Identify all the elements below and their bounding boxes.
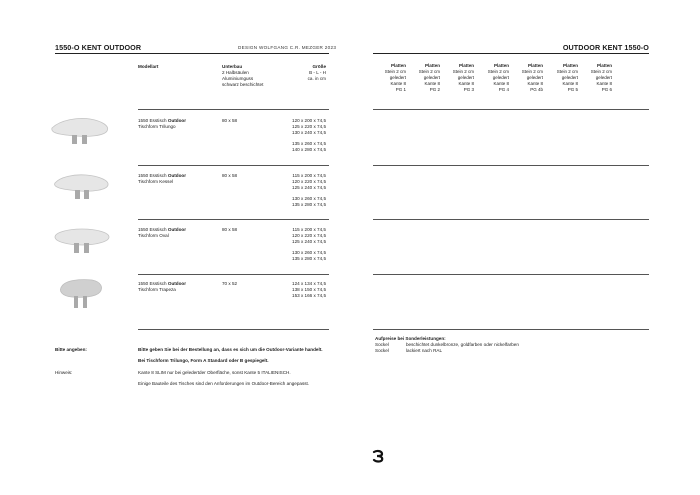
base-size: 80 x 58 bbox=[222, 118, 238, 123]
left-row-divider bbox=[138, 165, 329, 166]
size-value: 130 x 240 x 74,5 bbox=[292, 130, 326, 136]
price-col-line: PG 3 bbox=[463, 86, 474, 92]
left-row-divider bbox=[138, 109, 329, 110]
bitte-label: Bitte angeben: bbox=[55, 347, 87, 352]
price-col-line: Kante 8 bbox=[493, 80, 509, 86]
unterbau-line: Aluminiumguss bbox=[222, 76, 254, 82]
price-col-title: Platten bbox=[527, 63, 543, 68]
product-name bbox=[138, 281, 186, 293]
right-header-rule bbox=[373, 53, 649, 54]
size-value: 135 x 280 x 74,5 bbox=[292, 202, 326, 208]
price-col-line: PG 4 bbox=[498, 86, 509, 92]
bitte-text-1: Bitte geben Sie bei der Bestellung an, dass es sich um die Outdoor-Variante handelt. bbox=[138, 347, 323, 352]
product-name bbox=[138, 118, 186, 130]
right-row-divider bbox=[373, 165, 649, 166]
unterbau-line: 2 Halbsäulen bbox=[222, 70, 249, 76]
price-col-title: Platten bbox=[390, 63, 406, 68]
size-value: 138 x 150 x 74,5 bbox=[292, 287, 326, 293]
left-row-divider bbox=[138, 329, 329, 330]
size-list bbox=[270, 281, 326, 299]
product-form: Tischform Kessel bbox=[138, 179, 174, 185]
price-col-line: Kante 8 bbox=[562, 80, 578, 86]
price-col-line: geledert bbox=[389, 74, 406, 80]
right-row-divider bbox=[373, 274, 649, 275]
size-value: 125 x 240 x 74,5 bbox=[292, 185, 326, 191]
price-col-title: Platten bbox=[493, 63, 509, 68]
modelart-heading: Modellart bbox=[138, 64, 159, 69]
price-col-line: Stein 2 cm bbox=[487, 68, 509, 74]
bitte-text-2: Bei Tischform Trilungo, Form A Standard oder B gespiegelt. bbox=[138, 358, 269, 363]
price-col-line: Kante 8 bbox=[527, 80, 543, 86]
price-col-line: geledert bbox=[595, 74, 612, 80]
size-list bbox=[270, 227, 326, 262]
price-col-title: Platten bbox=[424, 63, 440, 68]
price-col-title: Platten bbox=[596, 63, 612, 68]
right-page-title: OUTDOOR KENT 1550-O bbox=[562, 43, 649, 52]
size-value: 153 x 166 x 74,5 bbox=[292, 293, 326, 299]
price-col-line: Stein 2 cm bbox=[556, 68, 578, 74]
price-col-line: geledert bbox=[492, 74, 509, 80]
size-value: 135 x 280 x 74,5 bbox=[292, 256, 326, 262]
trapeza-table-icon bbox=[56, 276, 106, 312]
price-column-pg3 bbox=[440, 63, 474, 93]
price-col-line: PG 5 bbox=[567, 86, 578, 92]
product-name-outdoor: Outdoor bbox=[167, 118, 187, 123]
groesse-heading bbox=[285, 64, 326, 82]
product-name-outdoor: Outdoor bbox=[167, 281, 187, 286]
price-col-line: Kante 8 bbox=[390, 80, 406, 86]
price-column-pg5 bbox=[544, 63, 578, 93]
price-col-line: Stein 2 cm bbox=[521, 68, 543, 74]
size-value: 120 x 220 x 74,5 bbox=[292, 233, 326, 239]
price-col-line: PG 2 bbox=[429, 86, 440, 92]
size-value: 130 x 260 x 74,5 bbox=[292, 250, 326, 256]
aufpreise-title: Aufpreise bei Sonderleistungen: bbox=[375, 336, 446, 341]
trilungo-table-icon bbox=[48, 112, 112, 146]
price-col-line: PG 1 bbox=[395, 86, 406, 92]
hinweis-text-2: Einige Bauteile des Tisches sind den Anforderungen im Outdoor-Bereich angepasst. bbox=[138, 381, 310, 386]
groesse-line: B - L - H bbox=[309, 70, 326, 76]
left-row-divider bbox=[138, 274, 329, 275]
size-value: 120 x 200 x 74,5 bbox=[292, 118, 326, 123]
price-column-pg6 bbox=[578, 63, 612, 93]
hinweis-label: Hinweis: bbox=[55, 370, 73, 375]
price-col-line: Kante 8 bbox=[458, 80, 474, 86]
base-size: 70 x 52 bbox=[222, 281, 238, 286]
base-size: 80 x 58 bbox=[222, 227, 238, 232]
size-value: 115 x 200 x 74,5 bbox=[292, 173, 326, 178]
product-name-prefix: 1550 Esstisch bbox=[138, 281, 168, 286]
aufpreise-row-text: lackiert nach RAL bbox=[406, 348, 443, 353]
aufpreise-row-label: Sockel bbox=[375, 342, 389, 347]
size-value: 125 x 240 x 74,5 bbox=[292, 239, 326, 245]
size-value: 140 x 280 x 74,5 bbox=[292, 147, 326, 153]
oval-table-icon bbox=[52, 222, 112, 256]
size-value: 115 x 200 x 74,5 bbox=[292, 227, 326, 232]
unterbau-heading bbox=[222, 64, 263, 88]
price-col-line: Kante 8 bbox=[424, 80, 440, 86]
product-name bbox=[138, 227, 186, 239]
size-list bbox=[270, 118, 326, 153]
designer-credit: DESIGN WOLFGANG C.R. MEZGER 2023 bbox=[238, 45, 337, 50]
price-column-pg2 bbox=[406, 63, 440, 93]
size-list bbox=[270, 173, 326, 208]
hinweis-text-1: Kante 8 SLIM nur bei geledertder Oberfläche, sonst Kante 5 ITALIENISCH. bbox=[138, 370, 291, 375]
price-col-line: geledert bbox=[423, 74, 440, 80]
size-value: 125 x 220 x 74,5 bbox=[292, 124, 326, 130]
size-value: 130 x 260 x 74,5 bbox=[292, 196, 326, 202]
price-col-line: geledert bbox=[526, 74, 543, 80]
product-form: Tischform Trapeza bbox=[138, 287, 176, 293]
product-name bbox=[138, 173, 186, 185]
price-column-pg4b bbox=[509, 63, 543, 93]
left-page-title: 1550-O KENT OUTDOOR bbox=[55, 43, 142, 52]
size-value: 124 x 134 x 74,5 bbox=[292, 281, 326, 286]
aufpreise-row-label: Sockel bbox=[375, 348, 389, 353]
brand-logo-icon bbox=[371, 449, 385, 463]
price-column-pg4 bbox=[475, 63, 509, 93]
price-col-line: geledert bbox=[457, 74, 474, 80]
product-form: Tischform Trilungo bbox=[138, 124, 176, 130]
price-col-line: PG 6 bbox=[601, 86, 612, 92]
price-col-line: Stein 2 cm bbox=[590, 68, 612, 74]
product-name-outdoor: Outdoor bbox=[167, 173, 187, 178]
price-col-line: geledert bbox=[561, 74, 578, 80]
aufpreise-row-text: beschichtet dunkelbronze, goldfarben oder nickelfarben bbox=[406, 342, 519, 347]
product-name-prefix: 1550 Esstisch bbox=[138, 227, 168, 232]
right-row-divider bbox=[373, 329, 649, 330]
price-col-title: Platten bbox=[458, 63, 474, 68]
price-col-line: PG 4b bbox=[530, 86, 543, 92]
groesse-line: ca. in cm bbox=[307, 76, 326, 82]
left-header-rule bbox=[55, 53, 329, 54]
price-col-line: Kante 8 bbox=[596, 80, 612, 86]
price-col-line: Stein 2 cm bbox=[418, 68, 440, 74]
price-col-line: Stein 2 cm bbox=[452, 68, 474, 74]
product-name-outdoor: Outdoor bbox=[167, 227, 187, 232]
product-form: Tischform Oval bbox=[138, 233, 169, 239]
left-row-divider bbox=[138, 219, 329, 220]
product-name-prefix: 1550 Esstisch bbox=[138, 118, 168, 123]
unterbau-title: Unterbau bbox=[222, 64, 243, 69]
size-value: 120 x 220 x 74,5 bbox=[292, 179, 326, 185]
price-column-pg1 bbox=[372, 63, 406, 93]
right-row-divider bbox=[373, 109, 649, 110]
kessel-table-icon bbox=[52, 168, 112, 202]
product-name-prefix: 1550 Esstisch bbox=[138, 173, 168, 178]
right-row-divider bbox=[373, 219, 649, 220]
size-value: 135 x 260 x 74,5 bbox=[292, 141, 326, 147]
price-col-line: Stein 2 cm bbox=[384, 68, 406, 74]
price-col-title: Platten bbox=[562, 63, 578, 68]
groesse-title: Größe bbox=[312, 64, 326, 69]
unterbau-line: schwarz beschichtet bbox=[222, 82, 264, 88]
base-size: 80 x 58 bbox=[222, 173, 238, 178]
